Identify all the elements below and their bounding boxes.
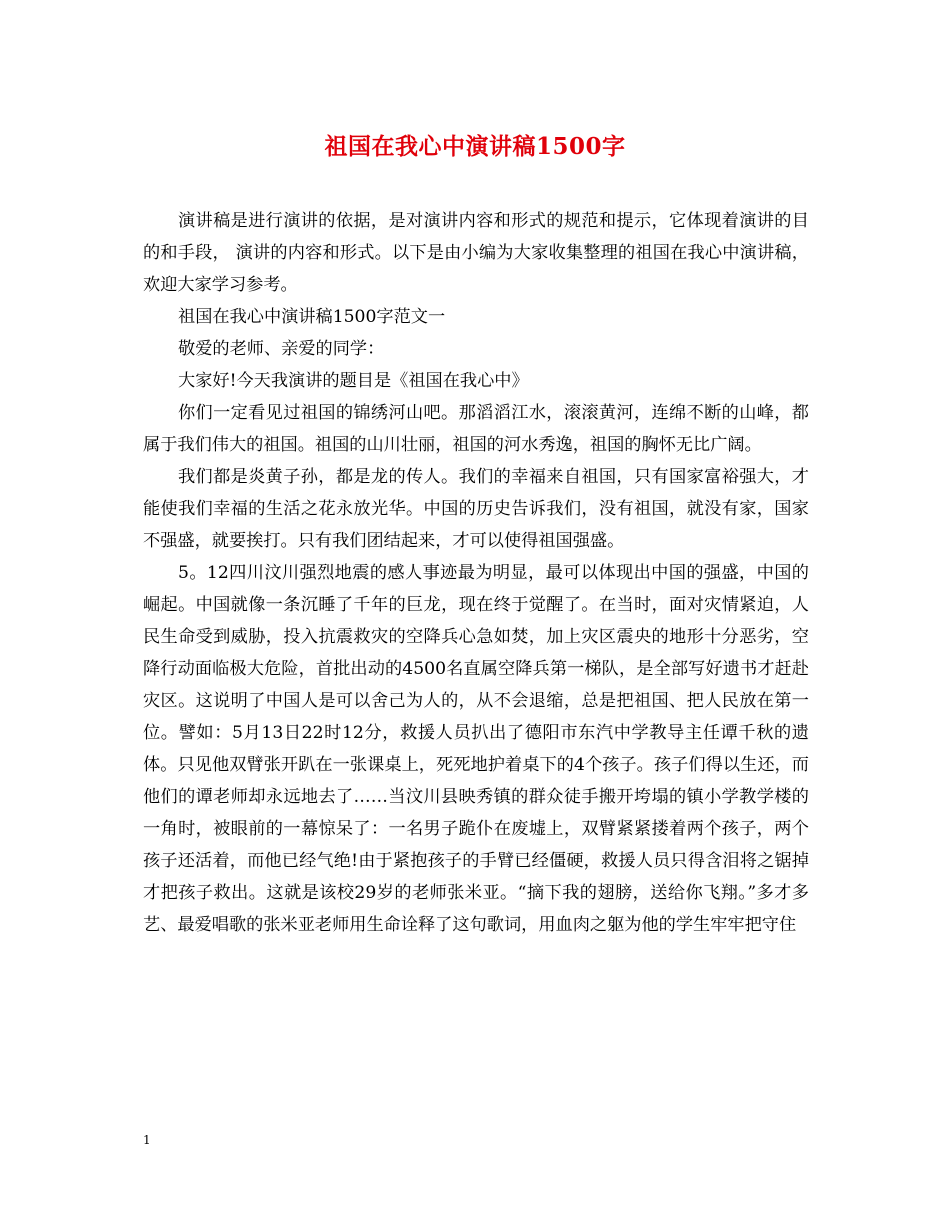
paragraph-greeting: 大家好!今天我演讲的题目是《祖国在我心中》 [178, 371, 529, 391]
page-number: 1 [143, 1133, 151, 1147]
paragraph-salutation: 敬爱的老师、亲爱的同学： [178, 339, 385, 359]
paragraph-earthquake: 5。12四川汶川强烈地震的感人事迹最为明显，最可以体现出中国的强盛，中国的崛起。中国就像一条沉睡了千年的巨龙，现在终于觉醒了。在当时，面对灾情紧迫，人民生命受到威胁，投入抗震救灾的空降兵心急如焚，加上灾区震央的地形十分恶劣，空降行动面临极大危险，首批出动的4500名直属空降兵第一梯队，是全部写好遗书才赶赴灾区。这说明了中国人是可以舍己为人的，从不会退缩，总是把祖国、把人民放在第一位。譬如：5月13日22时12分，救援人员扒出了德阳市东汽中学教导主任谭千秋的遗体。只见他双臂张开趴在一张课桌上，死死地护着桌下的4个孩子。孩子们得以生还，而他们的谭老师却永远地去了……当汶川县映秀镇的群众徒手搬开垮塌的镇小学教学楼的一角时，被眼前的一幕惊呆了：一名男子跪仆在废墟上，双臂紧紧搂着两个孩子，两个孩子还活着，而他已经气绝!由于紧抱孩子的手臂已经僵硬，救援人员只得含泪将之锯掉才把孩子救出。这就是该校29岁的老师张米亚。“摘下我的翅膀，送给你飞翔。”多才多艺、最爱唱歌的张米亚老师用生命诠释了这句歌词，用血肉之躯为他的学生牢牢把守住 [143, 563, 809, 935]
paragraph-landscape: 你们一定看见过祖国的锦绣河山吧。那滔滔江水，滚滚黄河，连绵不断的山峰，都属于我们伟大的祖国。祖国的山川壮丽，祖国的河水秀逸，祖国的胸怀无比广阔。 [143, 403, 809, 455]
document-title: 祖国在我心中演讲稿1500字 [324, 133, 626, 160]
paragraph-sample-heading: 祖国在我心中演讲稿1500字范文一 [178, 307, 446, 327]
document-body [143, 205, 809, 941]
paragraph-intro: 演讲稿是进行演讲的依据，是对演讲内容和形式的规范和提示，它体现着演讲的目的和手段， 演讲的内容和形式。以下是由小编为大家收集整理的祖国在我心中演讲稿，欢迎大家学习参考。 [143, 211, 809, 295]
paragraph-descendants: 我们都是炎黄子孙，都是龙的传人。我们的幸福来自祖国，只有国家富裕强大，才能使我们幸福的生活之花永放光华。中国的历史告诉我们，没有祖国，就没有家，国家不强盛，就要挨打。只有我们团结起来，才可以使得祖国强盛。 [143, 467, 809, 551]
